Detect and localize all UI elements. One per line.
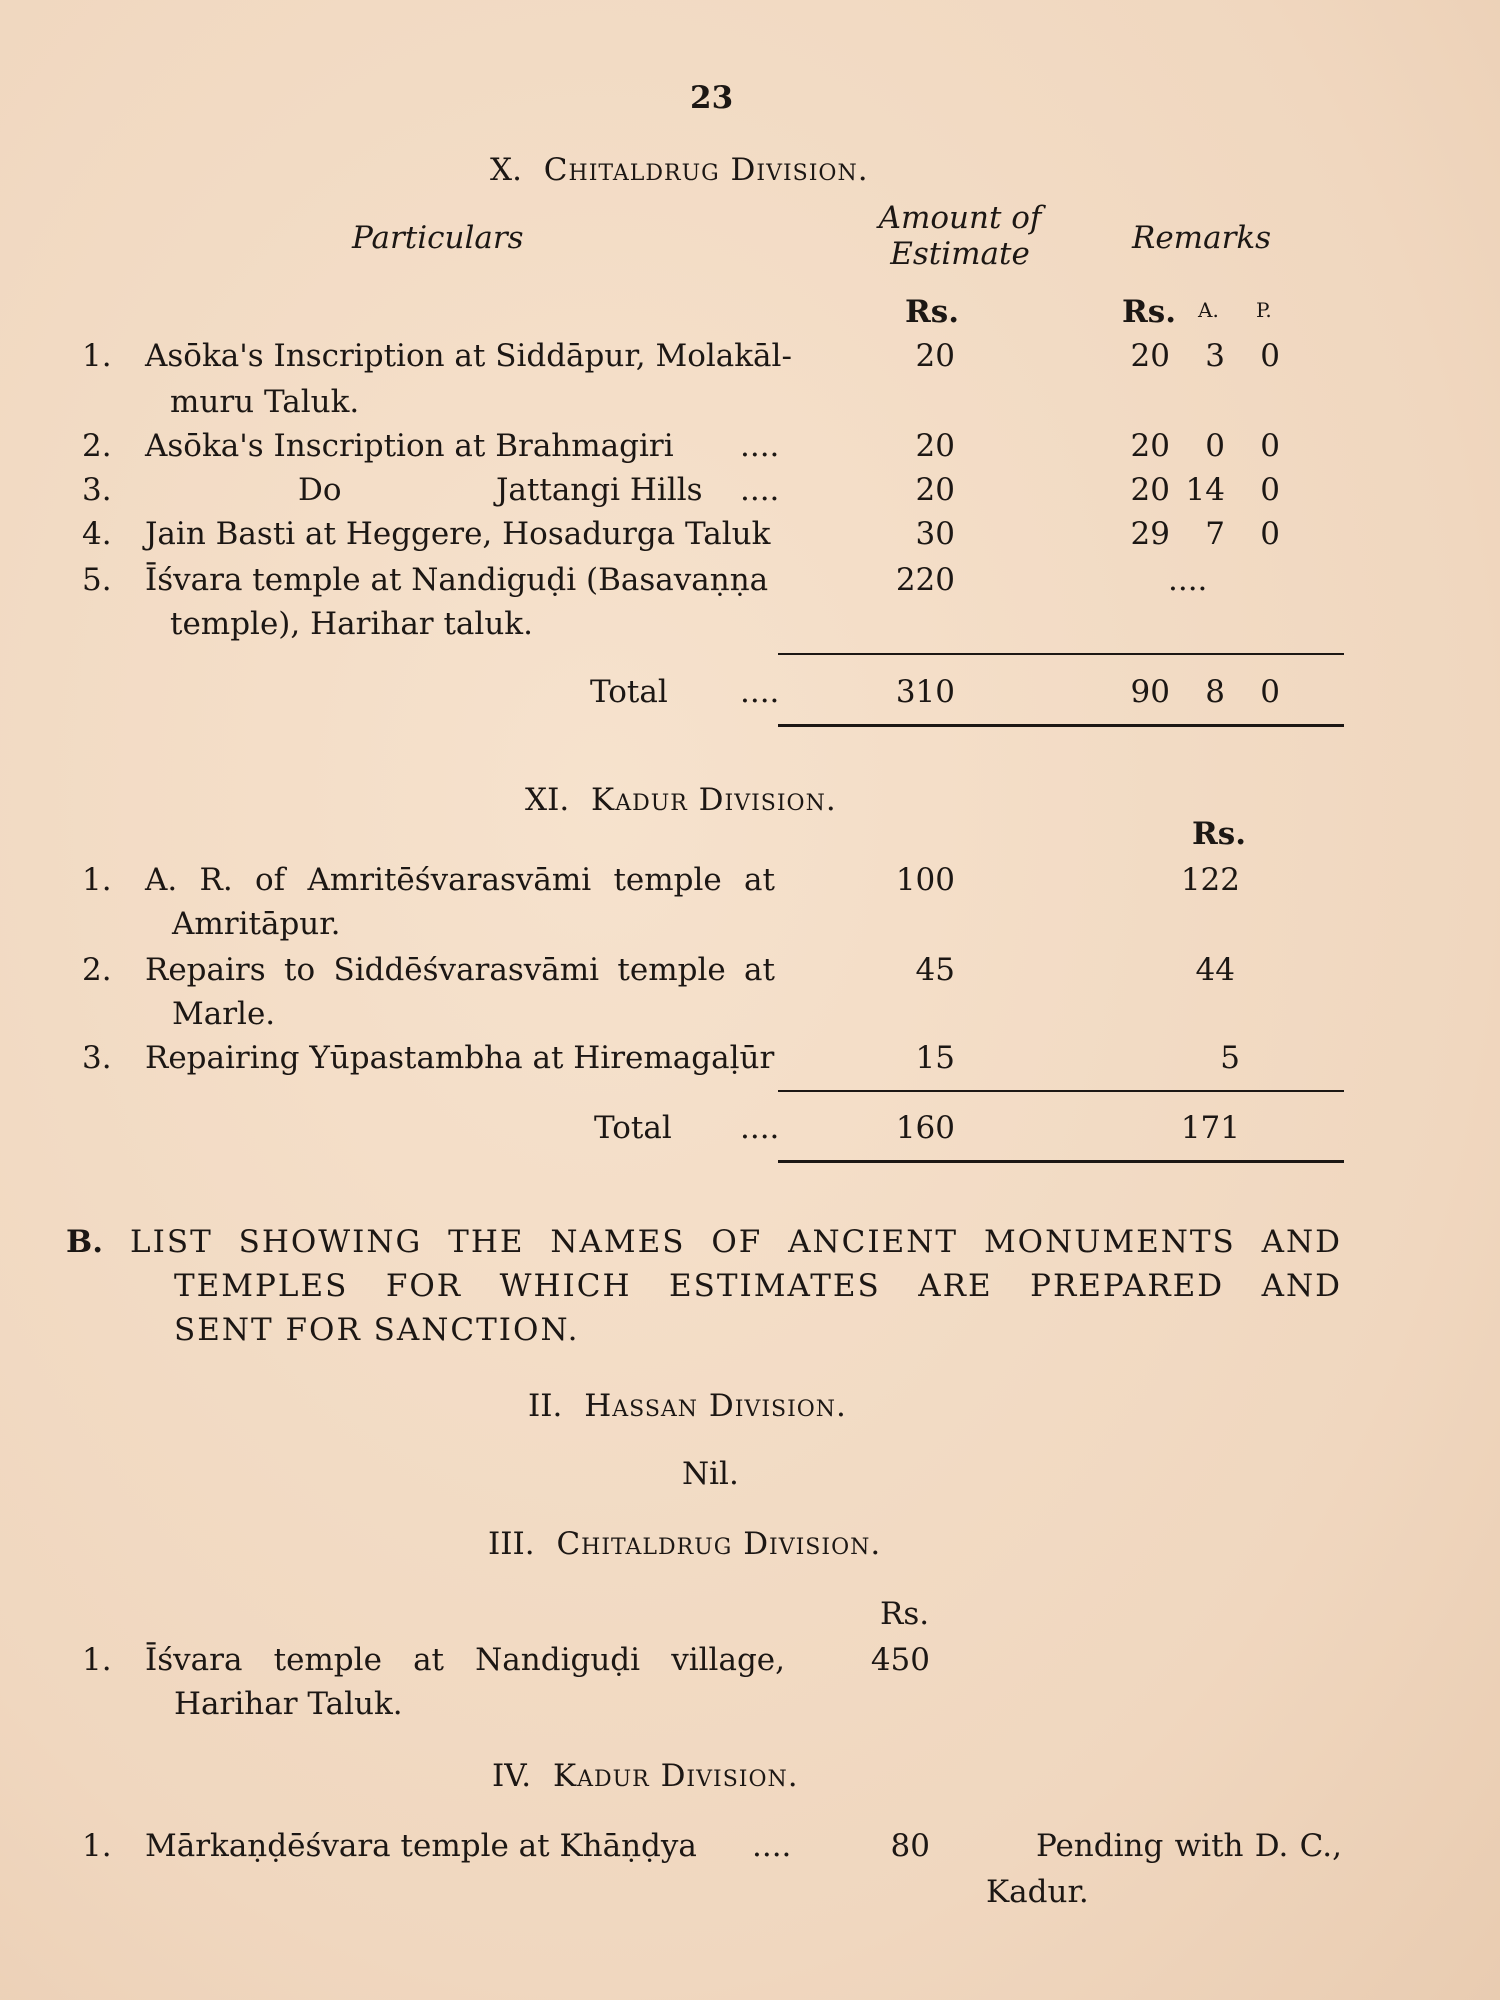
section-iv-title: Kadur Division. xyxy=(552,1758,799,1794)
section-ii-nil: Nil. xyxy=(682,1456,739,1492)
row-number: 3. xyxy=(82,472,112,508)
row-remark-p: 0 xyxy=(1260,428,1280,464)
unit-pies: P. xyxy=(1256,298,1272,322)
row-remark-rs: 20 xyxy=(1130,338,1170,374)
row-particulars-cont: Harihar Taluk. xyxy=(174,1686,403,1722)
section-x-heading xyxy=(490,150,869,190)
column-header-amount-line1: Amount of xyxy=(878,200,1042,236)
row-amount: 45 xyxy=(915,952,955,988)
total-remark-a: 8 xyxy=(1205,674,1225,710)
total-rule-top xyxy=(778,1090,1344,1092)
section-ii-heading xyxy=(528,1386,847,1426)
section-ii-title: Hassan Division. xyxy=(584,1388,847,1424)
row-particulars: Jain Basti at Heggere, Hosadurga Taluk xyxy=(145,516,771,552)
row-remark: 122 xyxy=(1180,862,1240,898)
section-iv-numeral: IV. xyxy=(492,1758,532,1794)
unit-rs-remarks: Rs. xyxy=(1122,294,1177,330)
total-remark: 171 xyxy=(1180,1110,1240,1146)
row-number: 1. xyxy=(82,1642,112,1678)
column-header-amount-line2: Estimate xyxy=(890,236,1030,272)
row-amount: 80 xyxy=(890,1828,930,1864)
row-remark-dots: .... xyxy=(1168,562,1208,598)
row-remark: Pending with D. C., xyxy=(1036,1828,1342,1864)
row-particulars: Jattangi Hills xyxy=(496,472,703,508)
list-b-title-line2: TEMPLES FOR WHICH ESTIMATES ARE PREPARED AND xyxy=(174,1268,1342,1304)
row-remark-rs: 29 xyxy=(1130,516,1170,552)
row-remark-rs: 20 xyxy=(1130,472,1170,508)
column-header-amount xyxy=(860,200,1060,272)
row-number: 2. xyxy=(82,428,112,464)
row-particulars-cont: Amritāpur. xyxy=(172,906,341,942)
column-header-particulars: Particulars xyxy=(352,220,524,256)
row-remark: 5 xyxy=(1220,1040,1240,1076)
row-number: 1. xyxy=(82,862,112,898)
row-amount: 20 xyxy=(915,428,955,464)
list-b-title-line1: LIST SHOWING THE NAMES OF ANCIENT MONUMENTS AND xyxy=(130,1224,1342,1260)
row-remark-p: 0 xyxy=(1260,516,1280,552)
section-iii-title: Chitaldrug Division. xyxy=(556,1526,882,1562)
row-amount: 30 xyxy=(915,516,955,552)
row-amount: 20 xyxy=(915,338,955,374)
section-xi-numeral: XI. xyxy=(525,782,570,818)
row-remark-a: 0 xyxy=(1205,428,1225,464)
row-number: 4. xyxy=(82,516,112,552)
section-ii-numeral: II. xyxy=(528,1388,563,1424)
row-particulars: Repairs to Siddēśvarasvāmi temple at xyxy=(145,952,775,988)
row-remark-a: 14 xyxy=(1185,472,1225,508)
row-remark-p: 0 xyxy=(1260,338,1280,374)
total-amount: 160 xyxy=(895,1110,955,1146)
unit-rs-amount: Rs. xyxy=(880,1596,930,1632)
list-b-title-line3: SENT FOR SANCTION. xyxy=(174,1312,580,1348)
row-particulars-cont: muru Taluk. xyxy=(170,384,360,420)
unit-annas: A. xyxy=(1198,298,1219,322)
unit-rs-amount: Rs. xyxy=(905,294,960,330)
row-remark-a: 3 xyxy=(1205,338,1225,374)
row-amount: 100 xyxy=(895,862,955,898)
section-x-numeral: X. xyxy=(490,152,522,188)
row-particulars: Asōka's Inscription at Brahmagiri xyxy=(145,428,674,464)
row-particulars-cont: Marle. xyxy=(172,996,276,1032)
row-particulars: Īśvara temple at Nandiguḍi village, xyxy=(145,1642,785,1678)
total-amount: 310 xyxy=(895,674,955,710)
list-b-letter: B. xyxy=(66,1224,103,1260)
row-number: 3. xyxy=(82,1040,112,1076)
section-iii-numeral: III. xyxy=(488,1526,535,1562)
page-number: 23 xyxy=(690,80,734,116)
row-number: 1. xyxy=(82,338,112,374)
row-particulars: Asōka's Inscription at Siddāpur, Molakāl- xyxy=(145,338,792,374)
section-iii-heading xyxy=(488,1524,881,1564)
row-particulars: Īśvara temple at Nandiguḍi (Basavaṇṇa xyxy=(145,562,769,598)
section-iv-heading xyxy=(492,1756,799,1796)
row-amount: 220 xyxy=(895,562,955,598)
row-leader-dots: .... xyxy=(740,472,780,508)
row-remark: 44 xyxy=(1195,952,1235,988)
row-amount: 20 xyxy=(915,472,955,508)
column-header-remarks: Remarks xyxy=(1132,220,1272,256)
total-rule-bottom xyxy=(778,1160,1344,1163)
total-label: Total xyxy=(594,1110,672,1146)
row-amount: 450 xyxy=(870,1642,930,1678)
section-x-title: Chitaldrug Division. xyxy=(543,152,869,188)
row-remark-rs: 20 xyxy=(1130,428,1170,464)
row-remark-cont: Kadur. xyxy=(986,1874,1089,1910)
row-number: 5. xyxy=(82,562,112,598)
total-leader-dots: .... xyxy=(740,1110,780,1146)
total-rule-top xyxy=(778,653,1344,655)
row-amount: 15 xyxy=(915,1040,955,1076)
total-rule-bottom xyxy=(778,724,1344,727)
row-number: 2. xyxy=(82,952,112,988)
total-remark-p: 0 xyxy=(1260,674,1280,710)
row-remark-a: 7 xyxy=(1205,516,1225,552)
row-leader-dots: .... xyxy=(740,428,780,464)
total-remark-rs: 90 xyxy=(1130,674,1170,710)
section-xi-title: Kadur Division. xyxy=(591,782,837,818)
total-label: Total xyxy=(590,674,668,710)
unit-rs-remarks: Rs. xyxy=(1192,816,1247,852)
row-number: 1. xyxy=(82,1828,112,1864)
row-particulars: Repairing Yūpastambha at Hiremagaḷūr xyxy=(145,1040,775,1076)
row-particulars: Mārkaṇḍēśvara temple at Khāṇḍya xyxy=(145,1828,697,1864)
total-leader-dots: .... xyxy=(740,674,780,710)
row-remark-p: 0 xyxy=(1260,472,1280,508)
row-ditto: Do xyxy=(298,472,342,508)
row-particulars-cont: temple), Harihar taluk. xyxy=(170,606,533,642)
row-leader-dots: .... xyxy=(752,1828,792,1864)
section-xi-heading xyxy=(525,780,837,820)
row-particulars: A. R. of Amritēśvarasvāmi temple at xyxy=(145,862,775,898)
